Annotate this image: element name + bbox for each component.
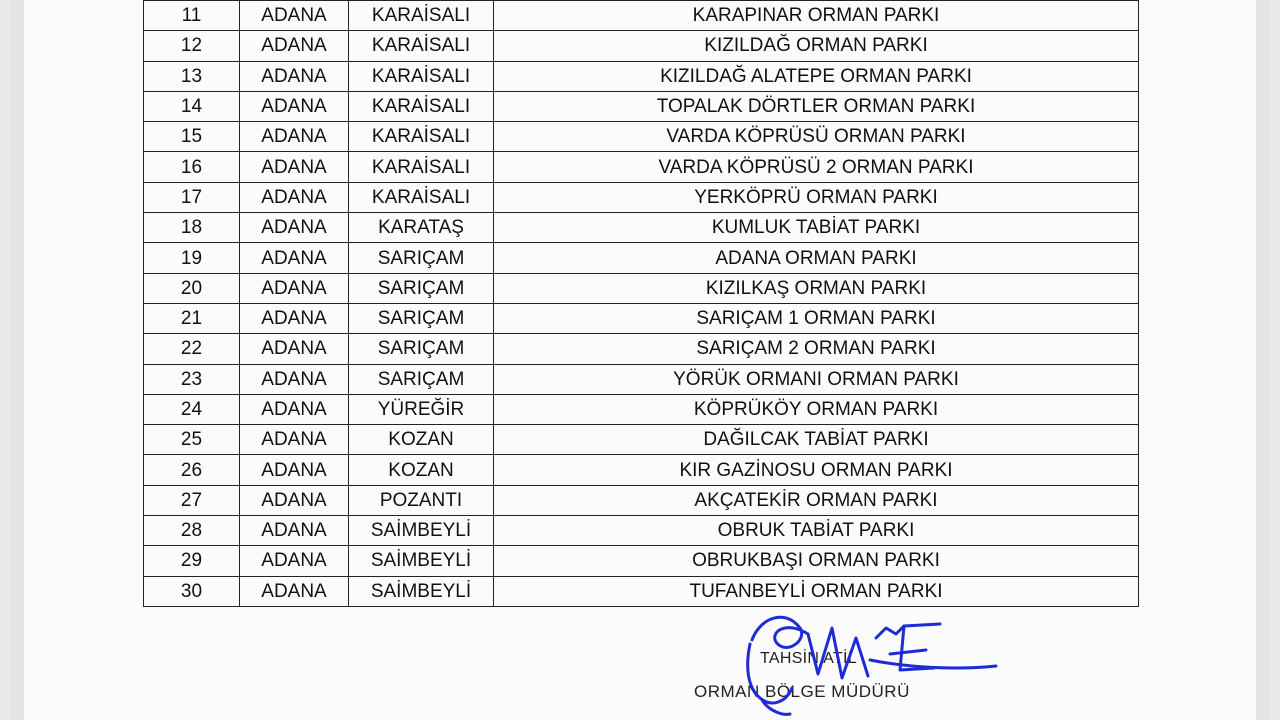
row-number-cell: 11 bbox=[144, 1, 240, 31]
table-body bbox=[144, 1, 1139, 607]
district-cell: SARIÇAM bbox=[349, 364, 494, 394]
row-number-cell: 17 bbox=[144, 182, 240, 212]
province-cell: ADANA bbox=[240, 61, 349, 91]
district-cell: SARIÇAM bbox=[349, 303, 494, 333]
province-cell: ADANA bbox=[240, 576, 349, 606]
park-name-cell: OBRUK TABİAT PARKI bbox=[494, 516, 1139, 546]
province-cell: ADANA bbox=[240, 546, 349, 576]
page-edge-right bbox=[1256, 0, 1268, 720]
table-row bbox=[144, 1, 1139, 31]
row-number-cell: 21 bbox=[144, 303, 240, 333]
province-cell: ADANA bbox=[240, 31, 349, 61]
table-row bbox=[144, 91, 1139, 121]
row-number-cell: 22 bbox=[144, 334, 240, 364]
table-row bbox=[144, 516, 1139, 546]
park-name-cell: KARAPINAR ORMAN PARKI bbox=[494, 1, 1139, 31]
park-name-cell: YERKÖPRÜ ORMAN PARKI bbox=[494, 182, 1139, 212]
table-row bbox=[144, 152, 1139, 182]
table-row bbox=[144, 455, 1139, 485]
row-number-cell: 24 bbox=[144, 394, 240, 424]
province-cell: ADANA bbox=[240, 152, 349, 182]
park-name-cell: KIZILDAĞ ALATEPE ORMAN PARKI bbox=[494, 61, 1139, 91]
table-row bbox=[144, 61, 1139, 91]
province-cell: ADANA bbox=[240, 425, 349, 455]
district-cell: KARAİSALI bbox=[349, 122, 494, 152]
province-cell: ADANA bbox=[240, 91, 349, 121]
table-row bbox=[144, 546, 1139, 576]
table-row bbox=[144, 182, 1139, 212]
table-row bbox=[144, 243, 1139, 273]
province-cell: ADANA bbox=[240, 485, 349, 515]
district-cell: KARAİSALI bbox=[349, 61, 494, 91]
table-row bbox=[144, 31, 1139, 61]
row-number-cell: 25 bbox=[144, 425, 240, 455]
district-cell: SARIÇAM bbox=[349, 243, 494, 273]
park-name-cell: YÖRÜK ORMANI ORMAN PARKI bbox=[494, 364, 1139, 394]
province-cell: ADANA bbox=[240, 394, 349, 424]
table-row bbox=[144, 303, 1139, 333]
row-number-cell: 23 bbox=[144, 364, 240, 394]
province-cell: ADANA bbox=[240, 516, 349, 546]
row-number-cell: 15 bbox=[144, 122, 240, 152]
table-row bbox=[144, 213, 1139, 243]
province-cell: ADANA bbox=[240, 243, 349, 273]
table-row bbox=[144, 425, 1139, 455]
park-name-cell: DAĞILCAK TABİAT PARKI bbox=[494, 425, 1139, 455]
park-name-cell: SARIÇAM 1 ORMAN PARKI bbox=[494, 303, 1139, 333]
park-name-cell: ADANA ORMAN PARKI bbox=[494, 243, 1139, 273]
district-cell: SAİMBEYLİ bbox=[349, 516, 494, 546]
row-number-cell: 12 bbox=[144, 31, 240, 61]
row-number-cell: 16 bbox=[144, 152, 240, 182]
row-number-cell: 30 bbox=[144, 576, 240, 606]
park-name-cell: AKÇATEKİR ORMAN PARKI bbox=[494, 485, 1139, 515]
park-name-cell: VARDA KÖPRÜSÜ ORMAN PARKI bbox=[494, 122, 1139, 152]
park-name-cell: KIZILKAŞ ORMAN PARKI bbox=[494, 273, 1139, 303]
province-cell: ADANA bbox=[240, 364, 349, 394]
row-number-cell: 20 bbox=[144, 273, 240, 303]
park-name-cell: KIZILDAĞ ORMAN PARKI bbox=[494, 31, 1139, 61]
park-name-cell: KUMLUK TABİAT PARKI bbox=[494, 213, 1139, 243]
row-number-cell: 13 bbox=[144, 61, 240, 91]
district-cell: SAİMBEYLİ bbox=[349, 546, 494, 576]
province-cell: ADANA bbox=[240, 273, 349, 303]
park-name-cell: TOPALAK DÖRTLER ORMAN PARKI bbox=[494, 91, 1139, 121]
row-number-cell: 26 bbox=[144, 455, 240, 485]
district-cell: KARAİSALI bbox=[349, 31, 494, 61]
district-cell: SAİMBEYLİ bbox=[349, 576, 494, 606]
row-number-cell: 28 bbox=[144, 516, 240, 546]
district-cell: SARIÇAM bbox=[349, 334, 494, 364]
district-cell: POZANTI bbox=[349, 485, 494, 515]
province-cell: ADANA bbox=[240, 122, 349, 152]
district-cell: KARAİSALI bbox=[349, 152, 494, 182]
district-cell: KARAİSALI bbox=[349, 1, 494, 31]
province-cell: ADANA bbox=[240, 213, 349, 243]
row-number-cell: 18 bbox=[144, 213, 240, 243]
signatory-title: ORMAN BÖLGE MÜDÜRÜ bbox=[694, 682, 910, 701]
park-name-cell: SARIÇAM 2 ORMAN PARKI bbox=[494, 334, 1139, 364]
province-cell: ADANA bbox=[240, 1, 349, 31]
handwritten-signature bbox=[690, 598, 1020, 720]
district-cell: YÜREĞİR bbox=[349, 394, 494, 424]
district-cell: KARAİSALI bbox=[349, 182, 494, 212]
row-number-cell: 14 bbox=[144, 91, 240, 121]
row-number-cell: 27 bbox=[144, 485, 240, 515]
district-cell: KOZAN bbox=[349, 455, 494, 485]
province-cell: ADANA bbox=[240, 455, 349, 485]
district-cell: KARATAŞ bbox=[349, 213, 494, 243]
province-cell: ADANA bbox=[240, 334, 349, 364]
row-number-cell: 19 bbox=[144, 243, 240, 273]
table-row bbox=[144, 122, 1139, 152]
page-edge-left bbox=[12, 0, 24, 720]
park-name-cell: TUFANBEYLİ ORMAN PARKI bbox=[494, 576, 1139, 606]
park-name-cell: OBRUKBAŞI ORMAN PARKI bbox=[494, 546, 1139, 576]
district-cell: SARIÇAM bbox=[349, 273, 494, 303]
forest-parks-table bbox=[143, 0, 1139, 607]
table-row bbox=[144, 334, 1139, 364]
signatory-name: TAHSİN ATİL bbox=[760, 650, 857, 667]
table-row bbox=[144, 485, 1139, 515]
province-cell: ADANA bbox=[240, 303, 349, 333]
district-cell: KARAİSALI bbox=[349, 91, 494, 121]
table-row bbox=[144, 273, 1139, 303]
park-name-cell: VARDA KÖPRÜSÜ 2 ORMAN PARKI bbox=[494, 152, 1139, 182]
row-number-cell: 29 bbox=[144, 546, 240, 576]
table-row bbox=[144, 394, 1139, 424]
district-cell: KOZAN bbox=[349, 425, 494, 455]
table-row bbox=[144, 364, 1139, 394]
park-name-cell: KÖPRÜKÖY ORMAN PARKI bbox=[494, 394, 1139, 424]
park-name-cell: KIR GAZİNOSU ORMAN PARKI bbox=[494, 455, 1139, 485]
province-cell: ADANA bbox=[240, 182, 349, 212]
